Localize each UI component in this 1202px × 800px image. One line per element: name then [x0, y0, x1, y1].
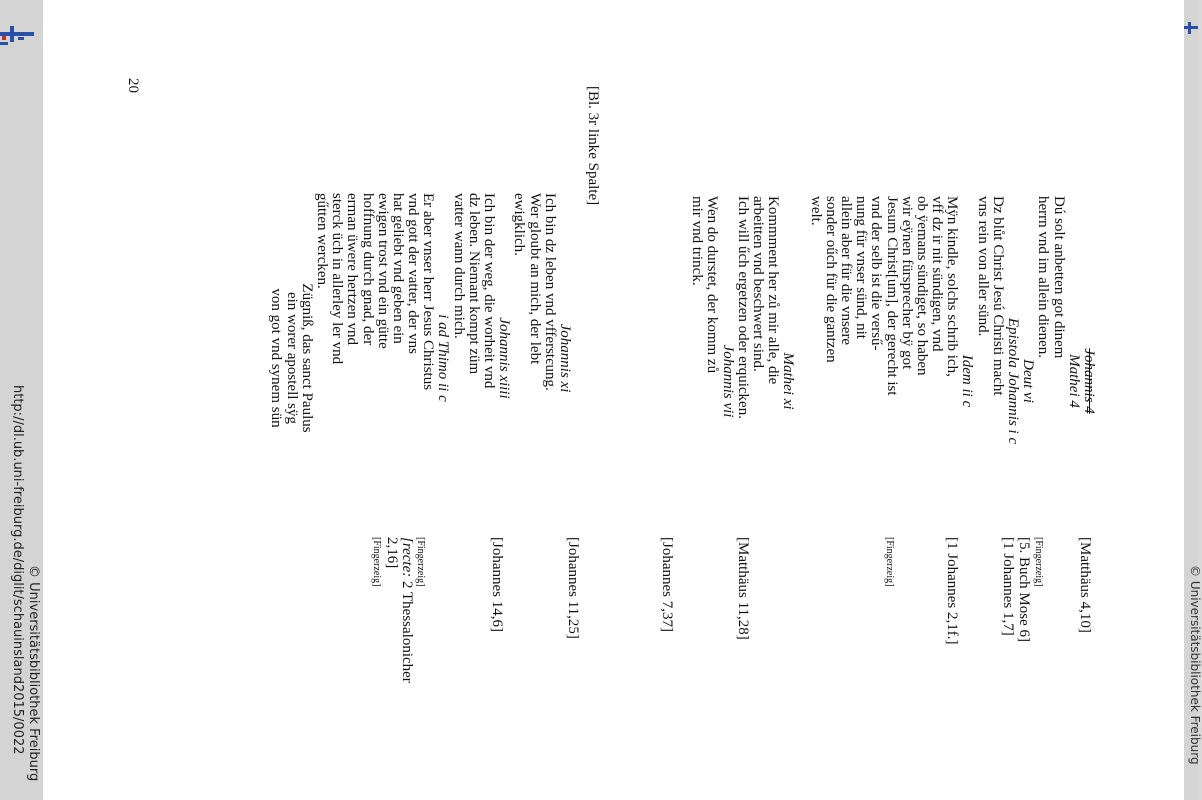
text-line: Ich bin der weg, die worheit vnd [481, 193, 498, 389]
text-line: Wer gloubt an mich, der lebt [526, 193, 543, 365]
page-number: 20 [125, 78, 141, 93]
second-column [268, 193, 572, 523]
text-line: dz leben. Niemant kompt züm [465, 193, 482, 375]
heading-johannis-4: Johannis 4 [1081, 348, 1097, 414]
margin-note: [1 Johannes 2,1f.] [944, 537, 960, 645]
margin-note: [5. Buch Mose 6] [1016, 537, 1032, 642]
heading-mathei-4: Mathei 4 [1065, 354, 1082, 408]
text-line: Dú solt anbetten got dinem [1050, 196, 1067, 359]
heading-johannis-xi: Johannis xi [557, 323, 573, 393]
text-line: Wen do durstet, der komm zů [704, 196, 721, 374]
heading-johannis-vii: Johannis vii [719, 344, 736, 418]
text-line: ewigen trost vnd ein gütte [374, 193, 391, 349]
text-line: Ich will űch ergetzen oder erquicken. [734, 196, 751, 419]
text-line: vff dz ir nit sündigen, vnd [929, 196, 946, 352]
copyright-text: © Universitätsbibliothek Freiburg [26, 565, 41, 782]
text-line: sonder oűch für die gantzen [822, 196, 839, 363]
text-line: vns rein von aller sünd. [974, 196, 991, 337]
text-line: Zügniß, das sanct Paulus [298, 283, 315, 433]
text-line: hoffnung durch gnad, der [359, 193, 376, 346]
text-line: Er aber vnser herr Jesus Christus [420, 193, 437, 391]
text-line: nung für vnser sünd, nit [853, 196, 870, 339]
text-line: sterck üch in allerley ler vnd [329, 193, 346, 365]
right-strip [1184, 0, 1202, 800]
text-line: ein worer apostell sÿg [283, 291, 300, 425]
margin-note: [Fingerzeig] [1033, 537, 1044, 587]
text-line: Mÿn kindle, solchs schrib ich, [944, 196, 961, 377]
rotated-page-content [43, 0, 1184, 800]
heading-deut: Deut vi [1020, 359, 1037, 403]
margin-note: [1 Johannes 1,7] [1000, 537, 1016, 636]
text-line: Jesum Christ[um], der gerecht ist [883, 196, 900, 396]
text-line: vnd der selb ist die versű- [868, 196, 885, 351]
margin-note: 2,16] [384, 537, 400, 569]
text-line: hat geliebt vnd geben ein [389, 193, 406, 344]
text-line: erman üwere hertzen vnd [344, 193, 361, 346]
text-line: Kommment her zů mir alle, die [765, 196, 782, 385]
margin-note: [Fingerzeig] [371, 537, 382, 587]
text-line: Ich bin dz leben vnd vfferstєung. [541, 193, 558, 391]
heading-mathei-xi: Mathei xi [780, 352, 797, 410]
margin-note: [Matthäus 11,28] [735, 537, 751, 640]
url-strip [0, 0, 43, 800]
text-line: von got vnd synem sün [268, 288, 285, 428]
right-edge-text: © Universitätsbibliothek Freiburg [1188, 565, 1202, 765]
margin-note: [Matthäus 4,10] [1077, 537, 1093, 633]
text-line: Dz blůt Christ Jesú Christi macht [989, 196, 1006, 396]
source-url[interactable]: http://dl.ub.uni-freiburg.de/diglit/schauinsland2015/0022 [10, 385, 25, 755]
main-column [689, 196, 1096, 566]
text-line: gűtten wercken. [314, 193, 330, 289]
heading-epistola: Epistola Johannis i c [1005, 317, 1022, 445]
margin-note: [Johannes 14,6] [489, 537, 505, 632]
margin-note: [Johannes 7,37] [659, 537, 675, 632]
text-line: welt. [807, 196, 824, 226]
text-line: allein aber für die vnsere [838, 196, 854, 346]
text-line: ewigklich. [511, 193, 528, 256]
heading-ad-thimo: i ad Thimo ii c [435, 314, 452, 402]
text-line: wir eÿnen fürsprecher bÿ got [898, 196, 915, 370]
heading-johannis-xiiii: Johannis xiiii [496, 317, 513, 399]
text-line: vnd gott der vatter, der vns [405, 193, 422, 355]
text-line: vatter wann durch mich. [450, 193, 467, 339]
text-line: herrn vnd im allein dienen. [1035, 196, 1052, 359]
text-line: ob ÿemans sündiget, so haben [913, 196, 930, 376]
text-line: arbeitten vnd beschwert sind. [750, 196, 767, 372]
margin-note: [Fingerzeig] [884, 537, 895, 587]
heading-idem: Idem ii c [959, 354, 976, 408]
document-page [43, 0, 1184, 800]
recte-rest: 2 Thessalonicher [399, 577, 415, 683]
margin-note: [Johannes 11,25] [565, 537, 581, 639]
margin-note: [Fingerzeig] [415, 537, 426, 587]
margin-note-recte [399, 537, 414, 683]
recte-prefix: [recte: [399, 537, 415, 578]
bracket-label: [Bl. 3r linke Spalte] [585, 86, 601, 206]
text-line: mir vnd trinck. [689, 196, 706, 286]
